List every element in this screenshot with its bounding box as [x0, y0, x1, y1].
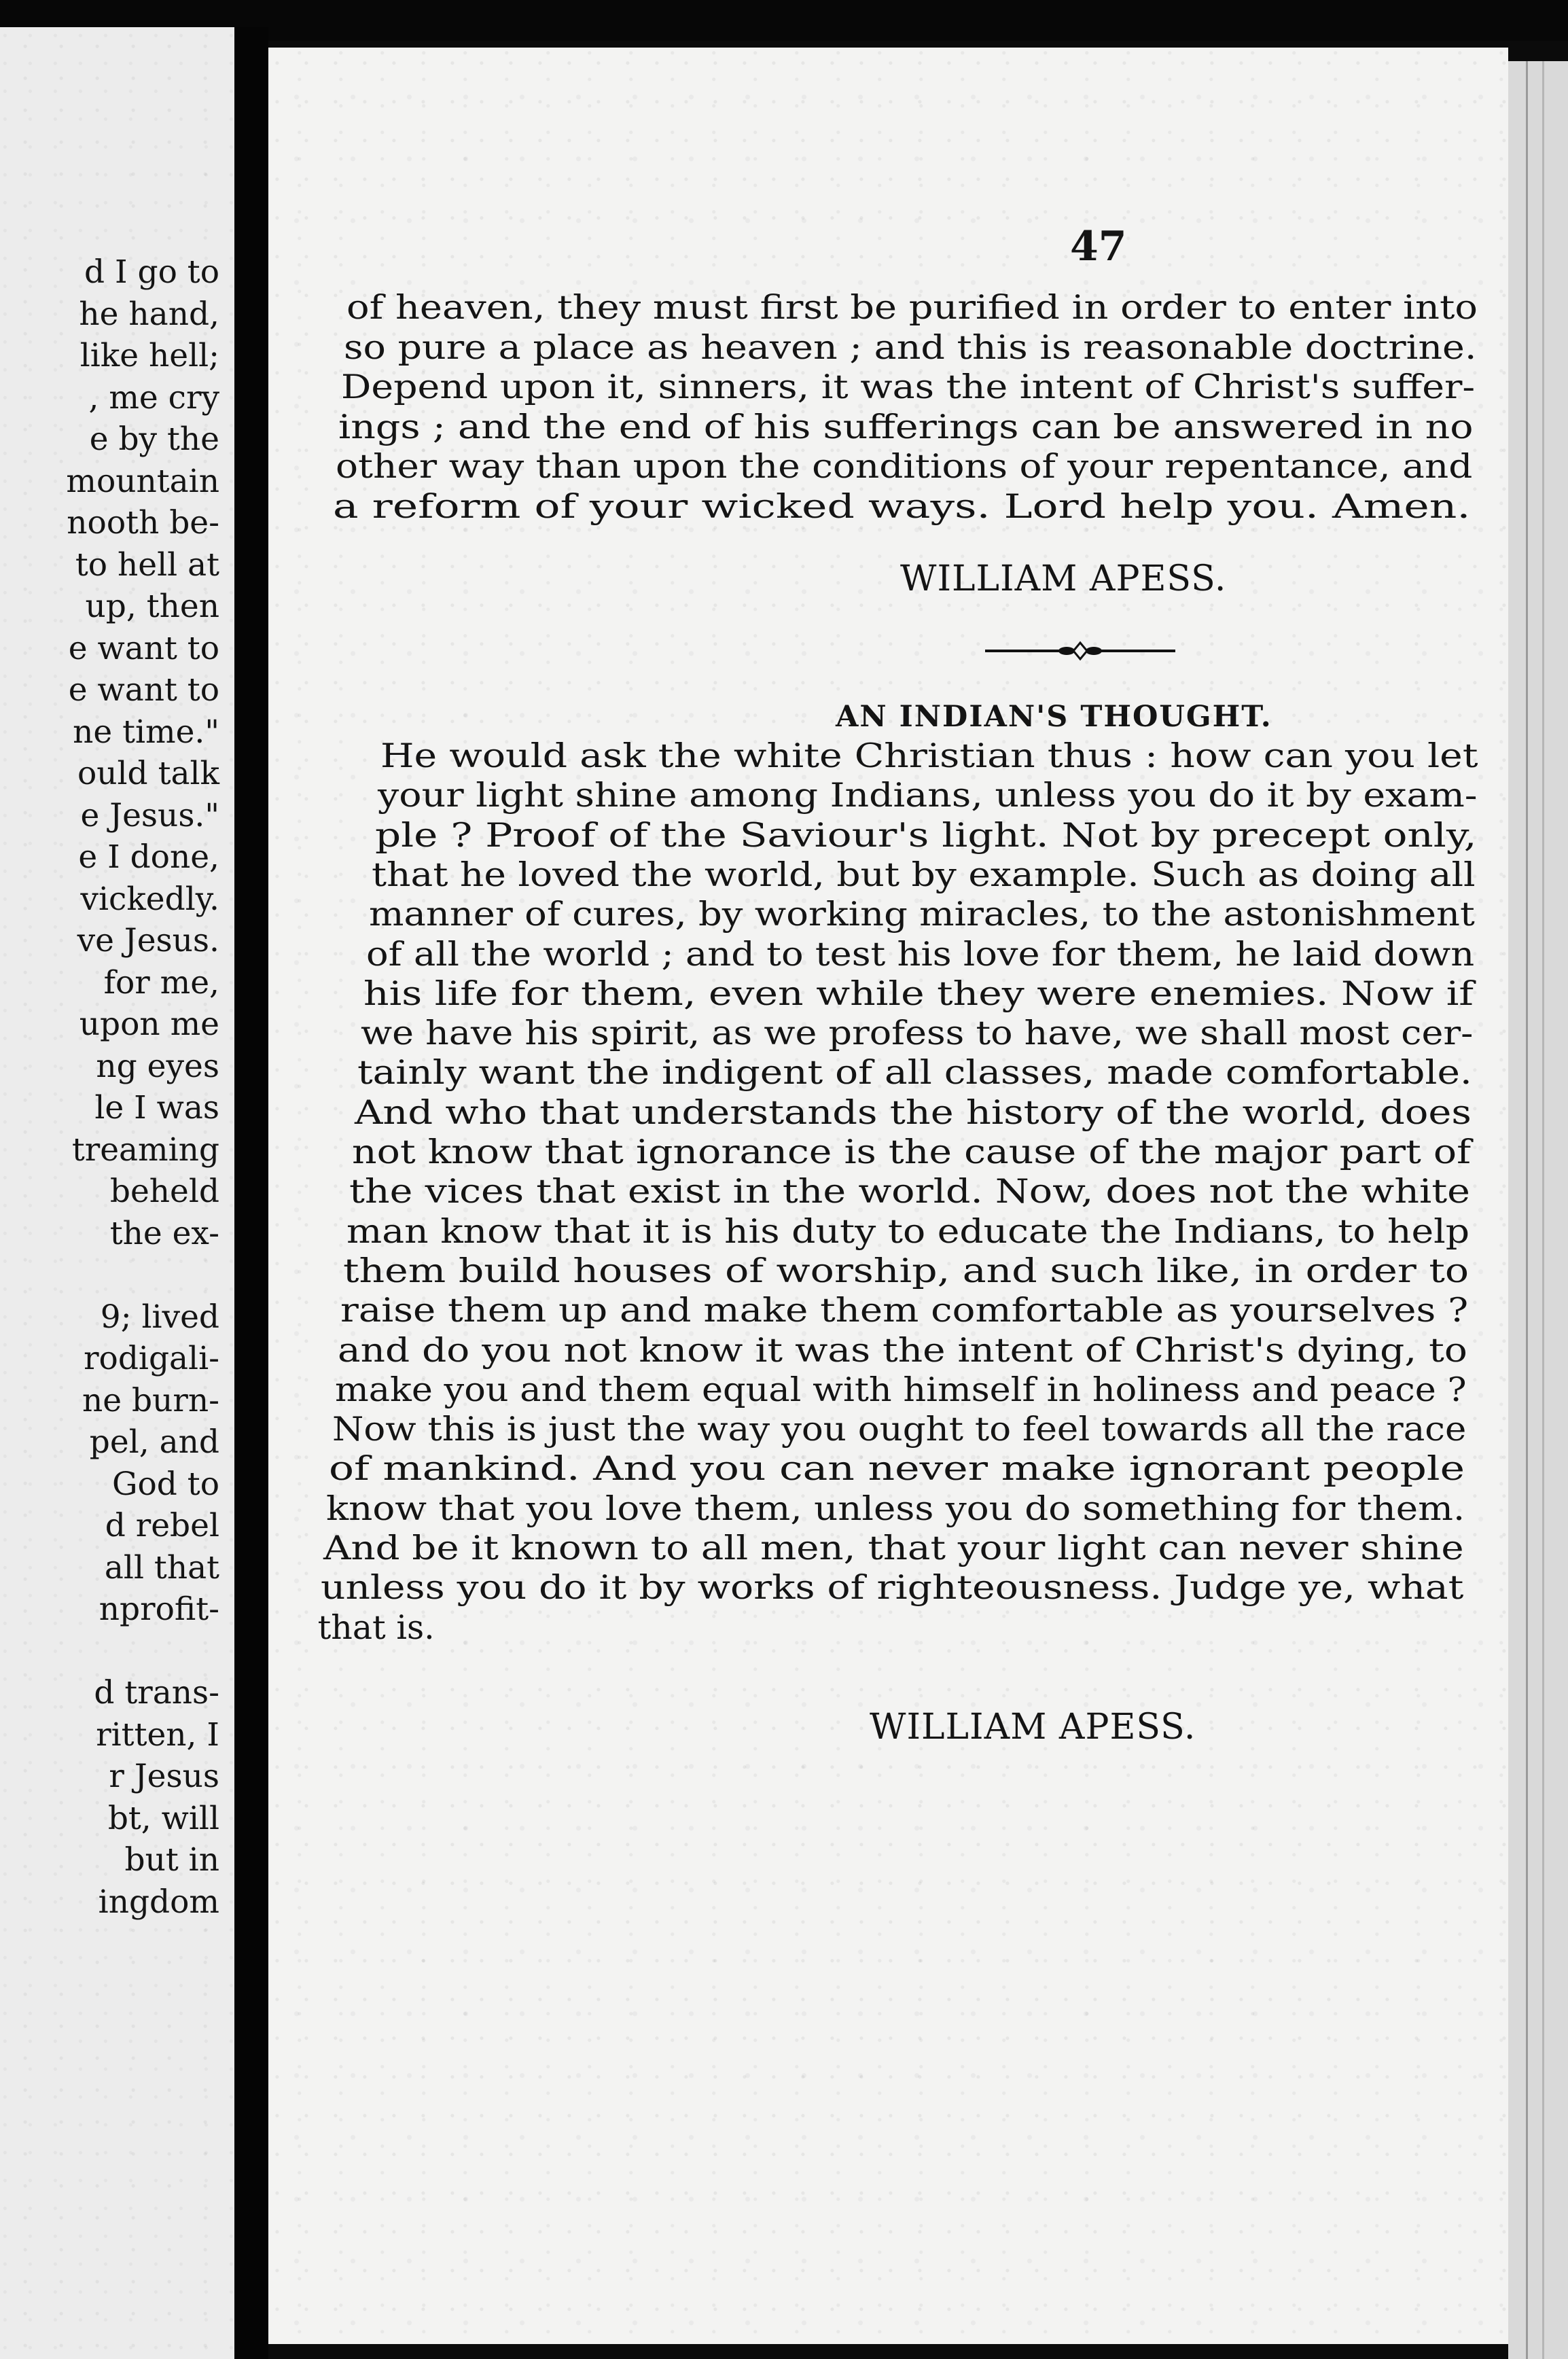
text-line: a reform of your wicked ways. Lord help you. Amen. — [333, 486, 1471, 526]
text-line: And be it known to all men, that your light can never shine — [323, 1529, 1464, 1567]
text-line: of all the world ; and to test his love for them, he laid down — [366, 934, 1475, 974]
facing-page-line: but in — [124, 1841, 219, 1879]
facing-page-fragment — [0, 27, 234, 2359]
facing-page-line: e by the — [89, 421, 219, 458]
text-line: tainly want the indigent of all classes, made comfortable. — [357, 1053, 1473, 1093]
facing-page-text-column — [66, 251, 219, 1923]
essay-title: AN INDIAN'S THOUGHT. — [836, 700, 1272, 734]
facing-page-line: vickedly. — [80, 880, 219, 918]
text-line: of mankind. And you can never make ignorant people — [329, 1449, 1465, 1489]
text-line: ings ; and the end of his sufferings can be answered in no — [338, 407, 1474, 446]
text-line: ple ? Proof of the Saviour's light. Not by precept only, — [374, 815, 1477, 855]
facing-page-line: God to — [111, 1465, 219, 1503]
page-edge-line — [1542, 61, 1544, 2359]
facing-page-line: like hell; — [79, 337, 219, 374]
text-line: of heaven, they must first be purified in order to enter into — [346, 288, 1478, 327]
facing-page-line: all that — [104, 1548, 219, 1586]
facing-page-line: le I was — [94, 1089, 219, 1127]
second-signature: WILLIAM APESS. — [870, 1707, 1196, 1748]
text-line: Now this is just the way you ought to feel towards all the race — [332, 1410, 1466, 1449]
text-line: other way than upon the conditions of your repentance, and — [336, 447, 1473, 486]
text-line: Depend upon it, sinners, it was the intent of Christ's suffer- — [341, 368, 1476, 406]
facing-page-line: bt, will — [107, 1799, 219, 1837]
facing-page-line: e I done, — [78, 838, 219, 876]
facing-page-line: ritten, I — [96, 1716, 219, 1754]
facing-page-line: he hand, — [79, 295, 219, 333]
text-line: And who that understands the history of the world, does — [355, 1093, 1472, 1132]
facing-page-line: e Jesus." — [80, 796, 219, 834]
page-47 — [268, 48, 1508, 2344]
text-line: the vices that exist in the world. Now, does not the white — [349, 1172, 1470, 1211]
first-signature: WILLIAM APESS. — [900, 558, 1227, 599]
text-line: manner of cures, by working miracles, to the astonishment — [369, 895, 1476, 934]
page-number: 47 — [1070, 223, 1127, 270]
facing-page-line: upon me — [79, 1006, 219, 1043]
facing-page-line: ne time." — [73, 713, 219, 751]
text-line: raise them up and make them comfortable as yourselves ? — [340, 1291, 1469, 1330]
text-line: so pure a place as heaven ; and this is reasonable doctrine. — [344, 327, 1477, 367]
text-line: them build houses of worship, and such like, in order to — [343, 1251, 1469, 1290]
facing-page-line: for me, — [103, 963, 219, 1001]
text-line: that he loved the world, but by example. Such as doing all — [372, 855, 1476, 894]
facing-page-line: e want to — [68, 671, 219, 709]
facing-page-line: r Jesus — [109, 1758, 219, 1795]
facing-page-line: to hell at — [75, 546, 219, 584]
facing-page-line: d rebel — [105, 1507, 219, 1544]
text-line: make you and them equal with himself in holiness and peace ? — [334, 1370, 1467, 1409]
facing-page-line: nooth be- — [67, 504, 219, 542]
facing-page-line: treaming — [71, 1131, 219, 1169]
text-line: know that you love them, unless you do something for them. — [326, 1489, 1465, 1528]
section-divider-ornament — [985, 637, 1175, 664]
page-stack-edge — [1508, 61, 1568, 2359]
facing-page-line: ne burn- — [82, 1381, 219, 1419]
text-line: He would ask the white Christian thus : how can you let — [380, 737, 1478, 775]
facing-page-line: beheld — [109, 1173, 219, 1210]
facing-page-line: up, then — [85, 588, 219, 625]
facing-page-line: , me cry — [88, 378, 219, 416]
facing-page-line: d trans- — [94, 1674, 219, 1711]
facing-page-line: pel, and — [89, 1423, 219, 1461]
text-line: man know that it is his duty to educate the Indians, to help — [346, 1211, 1469, 1251]
book-gutter — [234, 27, 268, 2359]
facing-page-line: mountain — [66, 462, 219, 500]
facing-page-line: ingdom — [98, 1883, 219, 1921]
facing-page-line: the ex- — [109, 1214, 219, 1252]
text-line: and do you not know it was the intent of Christ's dying, to — [338, 1330, 1467, 1370]
text-line: not know that ignorance is the cause of the major part of — [352, 1133, 1472, 1171]
text-line: his life for them, even while they were enemies. Now if — [363, 974, 1474, 1013]
facing-page-line — [66, 1254, 219, 1296]
text-line: your light shine among Indians, unless you do it by exam- — [377, 776, 1478, 815]
facing-page-line: rodigali- — [84, 1340, 219, 1377]
facing-page-line: nprofit- — [99, 1591, 219, 1628]
text-line: that is. — [317, 1608, 435, 1647]
text-line: we have his spirit, as we profess to have, we shall most cer- — [360, 1014, 1473, 1053]
facing-page-line: e want to — [68, 629, 219, 667]
text-line: unless you do it by works of righteousness. Judge ye, what — [320, 1568, 1464, 1608]
facing-page-line: ng eyes — [96, 1047, 219, 1085]
facing-page-line: d I go to — [84, 253, 219, 291]
page-edge-line — [1526, 61, 1528, 2359]
facing-page-line: 9; lived — [100, 1298, 219, 1336]
facing-page-line: ve Jesus. — [77, 922, 219, 959]
facing-page-line — [66, 1631, 219, 1673]
facing-page-line: ould talk — [77, 755, 219, 792]
